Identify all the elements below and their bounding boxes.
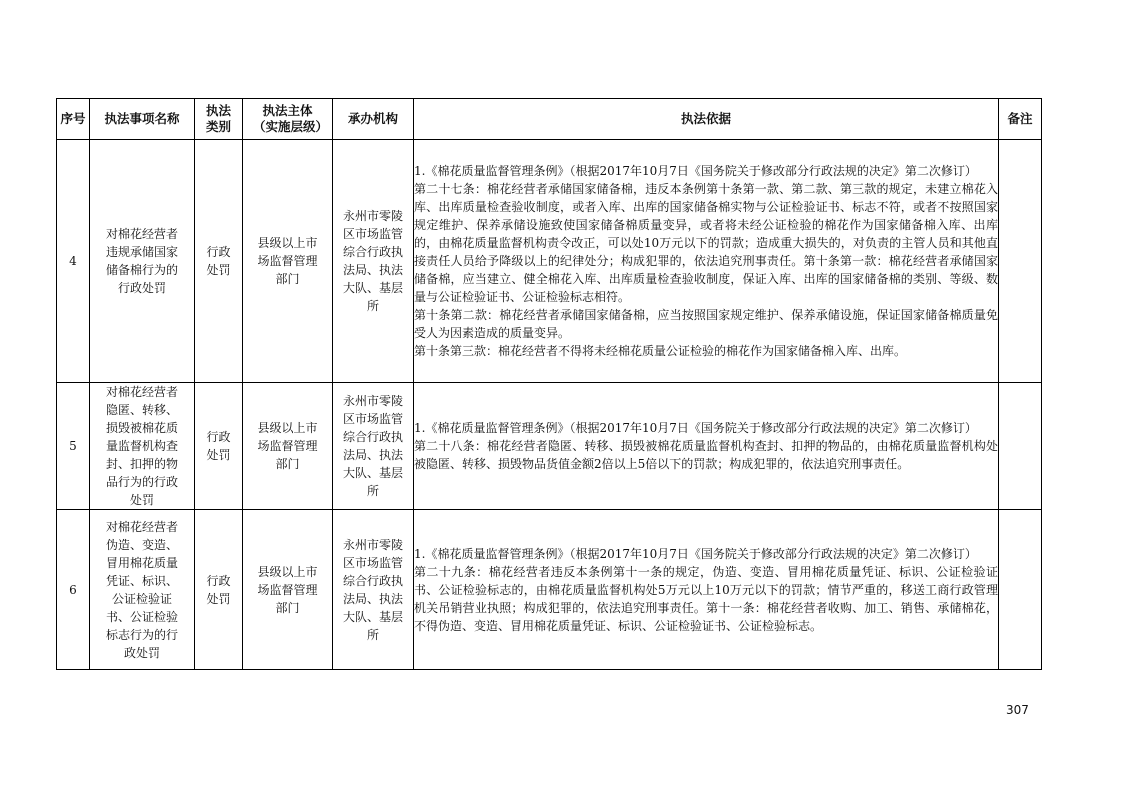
table-row (57, 383, 1042, 510)
basis-paragraph: 1.《棉花质量监督管理条例》（根据2017年10月7日《国务院关于修改部分行政法规的决定》第二次修订） (414, 164, 977, 178)
header-item-name: 执法事项名称 (90, 99, 195, 140)
row-category: 行政处罚 (195, 510, 243, 670)
row-remarks (999, 510, 1042, 670)
basis-paragraph: 1.《棉花质量监督管理条例》（根据2017年10月7日《国务院关于修改部分行政法规的决定》第二次修订） (414, 546, 977, 561)
header-remarks: 备注 (999, 99, 1042, 140)
enforcement-table (56, 98, 1042, 670)
row-seq: 5 (57, 383, 90, 510)
row-agency: 永州市零陵区市场监管综合行政执法局、执法大队、基层所 (333, 383, 414, 510)
page-number: 307 (1006, 703, 1029, 717)
row-item-name: 对棉花经营者伪造、变造、冒用棉花质量凭证、标识、公证检验证书、公证检验标志行为的行政处罚 (90, 510, 195, 670)
row-basis (414, 140, 999, 383)
row-category: 行政处罚 (195, 140, 243, 383)
row-basis (414, 383, 999, 510)
row-remarks (999, 140, 1042, 383)
row-remarks (999, 383, 1042, 510)
basis-paragraph: 第二十八条：棉花经营者隐匿、转移、损毁被棉花质量监督机构查封、扣押的物品的，由棉花质量监督机构处被隐匿、转移、损毁物品货值金额2倍以上5倍以下的罚款；构成犯罪的，依法追究刑事责任。 (414, 439, 998, 471)
row-agency: 永州市零陵区市场监管综合行政执法局、执法大队、基层所 (333, 510, 414, 670)
row-item-name: 对棉花经营者违规承储国家储备棉行为的行政处罚 (90, 140, 195, 383)
row-subject: 县级以上市场监督管理部门 (243, 140, 333, 383)
row-subject: 县级以上市场监督管理部门 (243, 510, 333, 670)
basis-paragraph: 第十条第二款：棉花经营者承储国家储备棉，应当按照国家规定维护、保养承储设施，保证国家储备棉质量免受人为因素造成的质量变异。 (414, 308, 998, 340)
row-seq: 4 (57, 140, 90, 383)
row-category: 行政处罚 (195, 383, 243, 510)
header-seq: 序号 (57, 99, 90, 140)
header-subject: 执法主体（实施层级） (243, 99, 333, 140)
table-row (57, 510, 1042, 670)
header-row (57, 99, 1042, 140)
row-subject: 县级以上市场监督管理部门 (243, 383, 333, 510)
row-basis (414, 510, 999, 670)
header-basis: 执法依据 (414, 99, 999, 140)
basis-paragraph: 第二十七条：棉花经营者承储国家储备棉，违反本条例第十条第一款、第二款、第三款的规定，未建立棉花入库、出库质量检查验收制度，或者入库、出库的国家储备棉实物与公证检验证书、标志不符，或者不按照国家规定维护、保养承储设施致使国家储备棉质量变异，或者将未经公证检验的棉花作为国家储备棉入库、出库的，由棉花质量监督机构责令改正，可以处10万元以下的罚款；造成重大损失的，对负责的主管人员和其他直接责任人员给予降级以上的纪律处分；构成犯罪的，依法追究刑事责任。第十条第一款：棉花经营者承储国家储备棉，应当建立、健全棉花入库、出库质量检查验收制度，保证入库、出库的国家储备棉的类别、等级、数量与公证检验证书、公证检验标志相符。 (414, 182, 998, 304)
basis-paragraph: 第十条第三款：棉花经营者不得将未经棉花质量公证检验的棉花作为国家储备棉入库、出库。 (414, 344, 907, 358)
basis-paragraph: 1.《棉花质量监督管理条例》（根据2017年10月7日《国务院关于修改部分行政法规的决定》第二次修订） (414, 421, 977, 435)
row-agency: 永州市零陵区市场监管综合行政执法局、执法大队、基层所 (333, 140, 414, 383)
header-category: 执法类别 (195, 99, 243, 140)
table-row (57, 140, 1042, 383)
basis-paragraph: 第二十九条：棉花经营者违反本条例第十一条的规定，伪造、变造、冒用棉花质量凭证、标识、公证检验证书、公证检验标志的，由棉花质量监督机构处5万元以上10万元以下的罚款；情节严重的，移送工商行政管理机关吊销营业执照；构成犯罪的，依法追究刑事责任。第十一条：棉花经营者收购、加工、销售、承储棉花，不得伪造、变造、冒用棉花质量凭证、标识、公证检验证书、公证检验标志。 (414, 564, 998, 633)
row-item-name: 对棉花经营者隐匿、转移、损毁被棉花质量监督机构查封、扣押的物品行为的行政处罚 (90, 383, 195, 510)
header-agency: 承办机构 (333, 99, 414, 140)
row-seq: 6 (57, 510, 90, 670)
